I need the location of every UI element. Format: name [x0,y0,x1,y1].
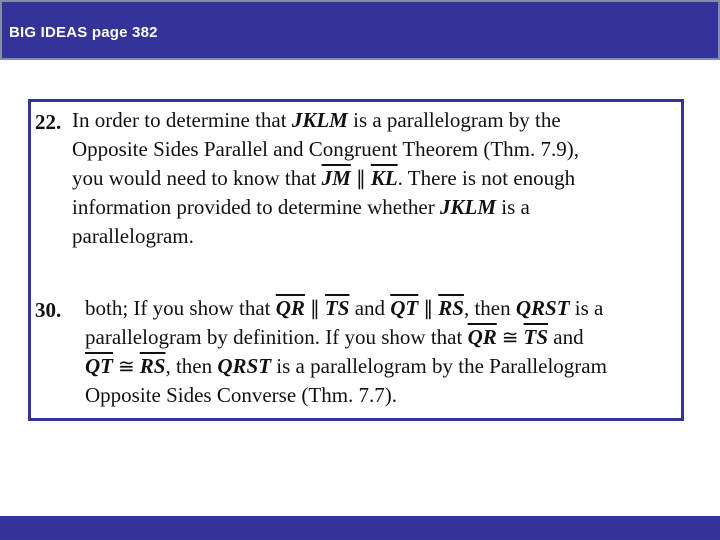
text-run: you would need to know that [72,166,322,190]
segment-term: $\overline{JM}$ [321,166,351,190]
text-run: and [349,296,391,320]
text-run: In order to determine that [72,108,292,132]
exercise-line [72,222,194,251]
segment-term: $\overline{QT}$ [390,296,419,320]
text-run: and [548,325,584,349]
congruent-symbol: ≅ [113,356,140,378]
text-run: is a parallelogram by the [347,108,561,132]
exercise-line [85,352,607,382]
text-run: both; If you show that [85,296,276,320]
segment-term: $\overline{RS}$ [139,354,166,378]
text-run: , then [463,296,516,320]
title-bar [0,0,720,60]
parallel-symbol: ∥ [350,168,371,190]
text-run: Opposite Sides Parallel and Congruent Theorem (Thm. 7.9), [72,137,580,161]
exercise-line [85,323,584,353]
exercise-line [72,135,579,164]
segment-term: $\overline{KL}$ [370,166,398,190]
text-run: is a parallelogram by the Parallelogram [271,354,607,378]
answer-frame [28,99,684,421]
exercise-line [72,193,530,222]
text-run: , then [165,354,218,378]
math-term: QRST [217,354,272,378]
footer-bar [0,516,720,540]
segment-term: $\overline{TS}$ [324,296,350,320]
text-run: . There is not enough [397,166,576,190]
segment-term: $\overline{QR}$ [275,296,305,320]
math-term: JKLM [439,195,496,219]
slide-title: BIG IDEAS page 382 [9,24,158,41]
text-run: information provided to determine whether [72,195,440,219]
exercise-line [72,106,561,135]
exercise-number: 30. [35,298,62,322]
segment-term: $\overline{RS}$ [438,296,464,320]
text-run: is a [496,195,530,219]
exercise-number: 22. [35,110,62,134]
text-run: parallelogram by definition. If you show that [85,325,468,349]
exercise-line [85,381,397,410]
math-term: QRST [515,296,570,320]
segment-term: $\overline{TS}$ [523,325,549,349]
exercise-line [85,294,603,324]
segment-term: $\overline{QT}$ [85,354,113,378]
congruent-symbol: ≅ [496,327,524,349]
text-run: is a [569,296,604,320]
text-run: Opposite Sides Converse (Thm. 7.7). [85,383,398,407]
parallel-symbol: ∥ [418,298,439,320]
parallel-symbol: ∥ [304,298,325,320]
segment-term: $\overline{QR}$ [467,325,497,349]
text-run: parallelogram. [72,224,194,248]
math-term: JKLM [291,108,348,132]
exercise-line [72,164,575,194]
